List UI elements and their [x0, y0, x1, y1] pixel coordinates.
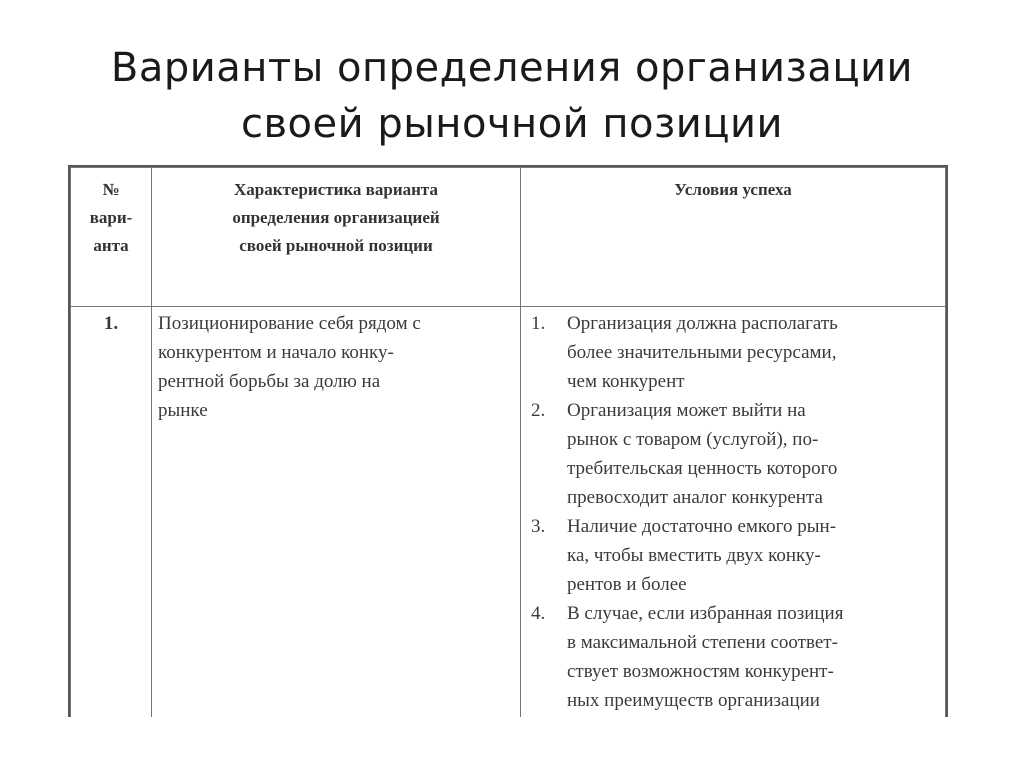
- header-text: вари-: [89, 208, 133, 227]
- condition-line: ка, чтобы вместить двух конку-: [567, 545, 821, 566]
- condition-line: Организация может выйти на: [567, 400, 806, 421]
- header-text: Условия успеха: [674, 180, 792, 199]
- description-line: конкурентом и начало конку-: [158, 342, 394, 363]
- condition-line: требительская ценность которого: [567, 458, 838, 479]
- condition-item: [531, 396, 935, 512]
- condition-line: Наличие достаточно емкого рын-: [567, 516, 837, 537]
- title-line-1: Варианты определения организации: [110, 45, 914, 91]
- condition-line: рентов и более: [567, 574, 687, 595]
- condition-number: 2.: [531, 400, 546, 421]
- success-conditions-cell: [521, 307, 946, 718]
- header-variant-number: [71, 168, 152, 307]
- condition-number: 1.: [531, 313, 546, 334]
- header-variant-description: [152, 168, 521, 307]
- condition-line: рынок с товаром (услугой), по-: [567, 429, 819, 450]
- header-success-conditions: [521, 168, 946, 307]
- variant-description-cell: [152, 307, 521, 718]
- condition-line: ных преимуществ организации: [567, 690, 820, 711]
- condition-line: чем конкурент: [567, 371, 685, 392]
- title-line-2: своей рыночной позиции: [240, 101, 784, 147]
- condition-number: 4.: [531, 603, 546, 624]
- condition-number: 3.: [531, 516, 546, 537]
- condition-item: [531, 599, 935, 715]
- condition-item: [531, 512, 935, 599]
- table-row: [71, 307, 946, 718]
- condition-line: Организация должна располагать: [567, 313, 838, 334]
- condition-item: [531, 309, 935, 396]
- description-line: Позиционирование себя рядом с: [158, 313, 421, 334]
- positioning-table: [68, 165, 948, 717]
- condition-line: превосходит аналог конкурента: [567, 487, 823, 508]
- header-text: определения организацией: [232, 208, 440, 227]
- condition-line: в максимальной степени соответ-: [567, 632, 838, 653]
- condition-line: ствует возможностям конкурент-: [567, 661, 834, 682]
- description-line: рентной борьбы за долю на: [158, 371, 381, 392]
- header-text: №: [102, 180, 120, 199]
- table-header-row: [71, 168, 946, 307]
- slide-title: [0, 40, 1024, 152]
- header-text: анта: [93, 236, 129, 255]
- description-line: рынке: [158, 400, 208, 421]
- condition-line: В случае, если избранная позиция: [567, 603, 844, 624]
- variant-number-cell: 1.: [71, 307, 152, 718]
- header-text: Характеристика варианта: [234, 180, 438, 199]
- condition-line: более значительными ресурсами,: [567, 342, 837, 363]
- header-text: своей рыночной позиции: [239, 236, 433, 255]
